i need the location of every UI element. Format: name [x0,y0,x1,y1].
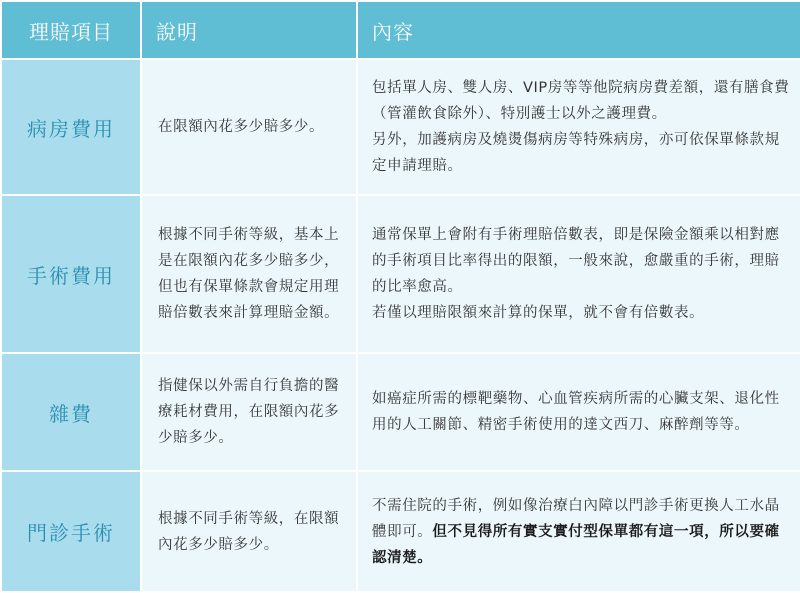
table-row [1,195,800,353]
header-item: 理賠項目 [1,1,141,59]
header-content: 內容 [357,1,800,59]
row-content [357,471,800,592]
row-item-label: 雜費 [1,353,141,471]
content-paragraph: 通常保單上會附有手術理賠倍數表，即是保險金額乘以相對應的手術項目比率得出的限額，一般來說，愈嚴重的手術，理賠的比率愈高。 [372,227,780,295]
row-content [357,59,800,195]
content-text: 不需住院的手術，例如像治療白內障以門診手術更換人工水晶體即可。 [372,497,780,540]
content-emphasis: 但不見得所有實支實付型保單都有這一項，所以要確認清楚。 [372,523,780,566]
row-item-label: 病房費用 [1,59,141,195]
content-paragraph: 若僅以理賠限額來計算的保單，就不會有倍數表。 [372,305,705,321]
row-description: 根據不同手術等級，在限額內花多少賠多少。 [141,471,357,592]
row-item-label: 手術費用 [1,195,141,353]
row-description: 在限額內花多少賠多少。 [141,59,357,195]
content-paragraph: 如癌症所需的標靶藥物、心血管疾病所需的心臟支架、退化性用的人工關節、精密手術使用的達文西刀、麻醉劑等等。 [372,391,780,433]
table-row [1,59,800,195]
content-paragraph: 包括單人房、雙人房、VIP房等等他院病房費差額，還有膳食費（管灌飲食除外）、特別護士以外之護理費。 [372,80,790,122]
header-desc: 說明 [141,1,357,59]
row-description: 指健保以外需自行負擔的醫療耗材費用，在限額內花多少賠多少。 [141,353,357,471]
table-header-row [1,1,800,59]
row-content [357,195,800,353]
row-content [357,353,800,471]
table-row [1,353,800,471]
table-row [1,471,800,592]
row-description: 根據不同手術等級，基本上是在限額內花多少賠多少，但也有保單條款會規定用理賠倍數表來計算理賠金額。 [141,195,357,353]
row-item-label: 門診手術 [1,471,141,592]
content-paragraph: 另外，加護病房及燒燙傷病房等特殊病房，亦可依保單條款規定申請理賠。 [372,132,780,174]
